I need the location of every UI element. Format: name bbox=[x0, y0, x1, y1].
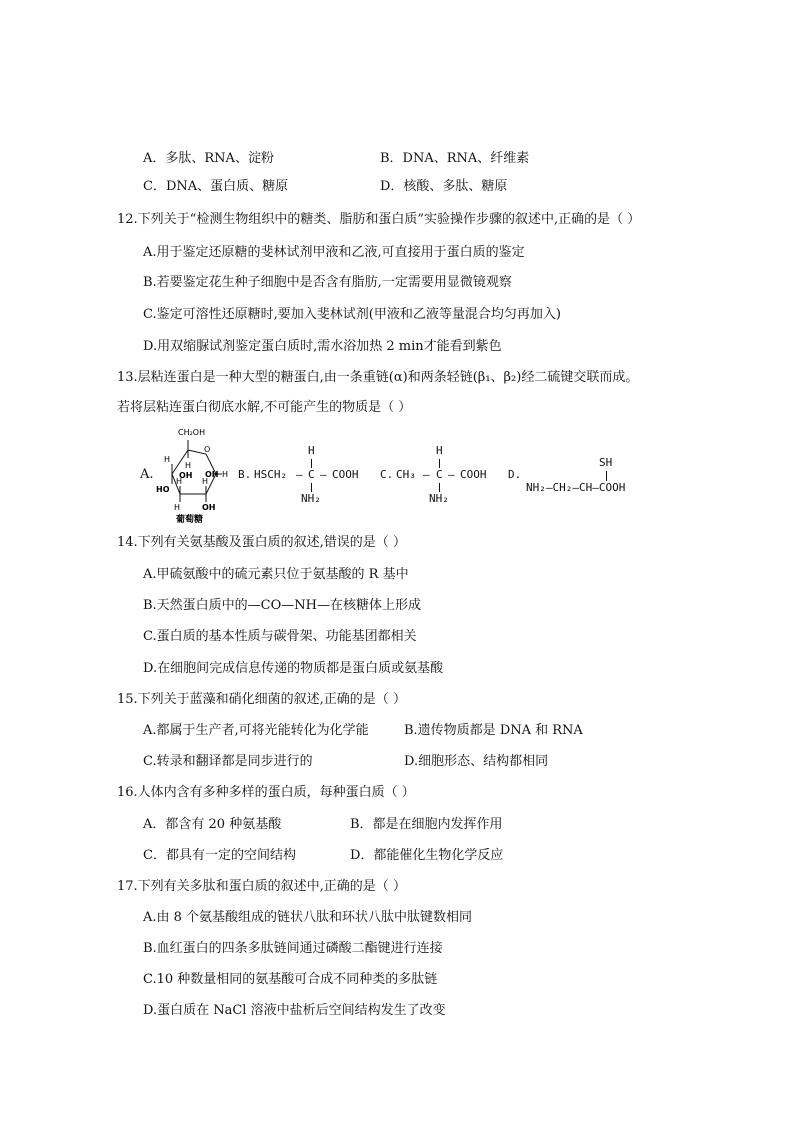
q16-option-b: B．都是在细胞内发挥作用 bbox=[350, 817, 503, 832]
q12-option-c: C.鉴定可溶性还原糖时,要加入斐林试剂(甲液和乙液等量混合均匀再加入) bbox=[143, 307, 561, 322]
q14-stem: 14.下列有关氨基酸及蛋白质的叙述,错误的是（ ） bbox=[117, 535, 406, 550]
glucose-h-3: H bbox=[222, 470, 229, 479]
glucose-structure bbox=[150, 422, 242, 526]
q15-option-c: C.转录和翻译都是同步进行的 bbox=[143, 754, 313, 769]
q12-option-d: D.用双缩脲试剂鉴定蛋白质时,需水浴加热 2 min才能看到紫色 bbox=[143, 339, 502, 354]
glucose-h-6: H bbox=[174, 503, 181, 512]
q11-option-d: D．核酸、多肽、糖原 bbox=[380, 179, 508, 194]
q13-option-a-label: A. bbox=[140, 467, 154, 482]
q13-option-d-bond-up bbox=[606, 471, 607, 481]
q14-option-b: B.天然蛋白质中的—CO—NH—在核糖体上形成 bbox=[143, 598, 422, 613]
q15-option-a: A.都属于生产者,可将光能转化为化学能 bbox=[143, 723, 369, 738]
q12-stem: 12.下列关于“检测生物组织中的糖类、脂肪和蛋白质”实验操作步骤的叙述中,正确的是（ ） bbox=[117, 212, 641, 227]
q15-stem: 15.下列关于蓝藻和硝化细菌的叙述,正确的是（ ） bbox=[117, 692, 406, 707]
q13-option-b-nh2: NH₂ bbox=[301, 492, 321, 505]
q13-option-b-bond-down bbox=[311, 483, 312, 492]
glucose-oh-1: OH bbox=[179, 471, 193, 480]
q13-option-b-carbon: C bbox=[308, 468, 315, 481]
glucose-h-2: H bbox=[185, 461, 192, 470]
glucose-h-5: H bbox=[202, 477, 209, 486]
q13-option-c-cooh: COOH bbox=[460, 468, 487, 481]
q13-option-c-left: CH₃ bbox=[396, 468, 416, 481]
glucose-oh-2: OH bbox=[205, 470, 219, 479]
q13-option-b-h: H bbox=[308, 444, 315, 457]
q13-option-c-h: H bbox=[436, 444, 443, 457]
q13-option-d-chain: NH₂—CH₂—CH—COOH bbox=[526, 481, 626, 494]
glucose-oh-3: OH bbox=[202, 503, 216, 512]
q13-option-c-carbon: C bbox=[436, 468, 443, 481]
q13-stem-line1: 13.层粘连蛋白是一种大型的糖蛋白,由一条重链(α)和两条轻链(β₁、β₂)经二硫键交联而成。 bbox=[117, 370, 639, 385]
q13-option-c-label: C. bbox=[380, 468, 394, 481]
q16-option-c: C．都具有一定的空间结构 bbox=[143, 848, 296, 863]
glucose-name: 葡萄糖 bbox=[176, 515, 204, 525]
q13-option-b-bond-left: — bbox=[296, 468, 303, 481]
q13-option-c-bond-left: — bbox=[423, 468, 430, 481]
q11-option-c: C．DNA、蛋白质、糖原 bbox=[143, 179, 289, 194]
q13-option-b-bond-up bbox=[311, 459, 312, 468]
q17-option-b: B.血红蛋白的四条多肽链间通过磷酸二酯键进行连接 bbox=[143, 941, 443, 956]
q14-option-c: C.蛋白质的基本性质与碳骨架、功能基团都相关 bbox=[143, 629, 417, 644]
q13-option-b-bond-right: — bbox=[320, 468, 327, 481]
q17-option-d: D.蛋白质在 NaCl 溶液中盐析后空间结构发生了改变 bbox=[143, 1003, 446, 1018]
q13-option-c-bond-down bbox=[439, 483, 440, 492]
q13-option-b-cooh: COOH bbox=[332, 468, 359, 481]
q13-option-d-sh: SH bbox=[599, 456, 613, 469]
q14-option-d: D.在细胞间完成信息传递的物质都是蛋白质或氨基酸 bbox=[143, 661, 444, 676]
q13-option-d-label: D. bbox=[508, 468, 522, 481]
glucose-ch2oh: CH₂OH bbox=[178, 428, 206, 437]
q13-option-b-left: HSCH₂ bbox=[254, 468, 288, 481]
q17-stem: 17.下列有关多肽和蛋白质的叙述中,正确的是（ ） bbox=[117, 879, 406, 894]
q12-option-b: B.若要鉴定花生种子细胞中是否含有脂肪,一定需要用显微镜观察 bbox=[143, 275, 512, 290]
q11-option-a: A．多肽、RNA、淀粉 bbox=[143, 151, 274, 166]
glucose-ring-o: O bbox=[204, 445, 211, 454]
glucose-h-4: H bbox=[176, 477, 183, 486]
q15-option-d: D.细胞形态、结构都相同 bbox=[404, 754, 549, 769]
q13-option-b-label: B. bbox=[238, 468, 252, 481]
q13-option-c-bond-right: — bbox=[448, 468, 455, 481]
q14-option-a: A.甲硫氨酸中的硫元素只位于氨基酸的 R 基中 bbox=[143, 567, 409, 582]
q12-option-a: A.用于鉴定还原糖的斐林试剂甲液和乙液,可直接用于蛋白质的鉴定 bbox=[143, 245, 525, 260]
q16-option-a: A．都含有 20 种氨基酸 bbox=[143, 817, 282, 832]
q17-option-c: C.10 种数量相同的氨基酸可合成不同种类的多肽链 bbox=[143, 972, 438, 987]
q15-option-b: B.遗传物质都是 DNA 和 RNA bbox=[404, 723, 583, 738]
q17-option-a: A.由 8 个氨基酸组成的链状八肽和环状八肽中肽键数相同 bbox=[143, 910, 473, 925]
q13-stem-line2: 若将层粘连蛋白彻底水解,不可能产生的物质是（ ） bbox=[117, 400, 412, 415]
q11-option-b: B．DNA、RNA、纤维素 bbox=[380, 151, 530, 166]
q16-stem: 16.人体内含有多种多样的蛋白质，每种蛋白质（ ） bbox=[117, 785, 415, 800]
glucose-h-1: H bbox=[164, 455, 171, 464]
q16-option-d: D．都能催化生物化学反应 bbox=[350, 848, 504, 863]
q13-option-c-nh2: NH₂ bbox=[429, 492, 449, 505]
glucose-ho: HO bbox=[156, 485, 170, 494]
q13-option-c-bond-up bbox=[439, 459, 440, 468]
